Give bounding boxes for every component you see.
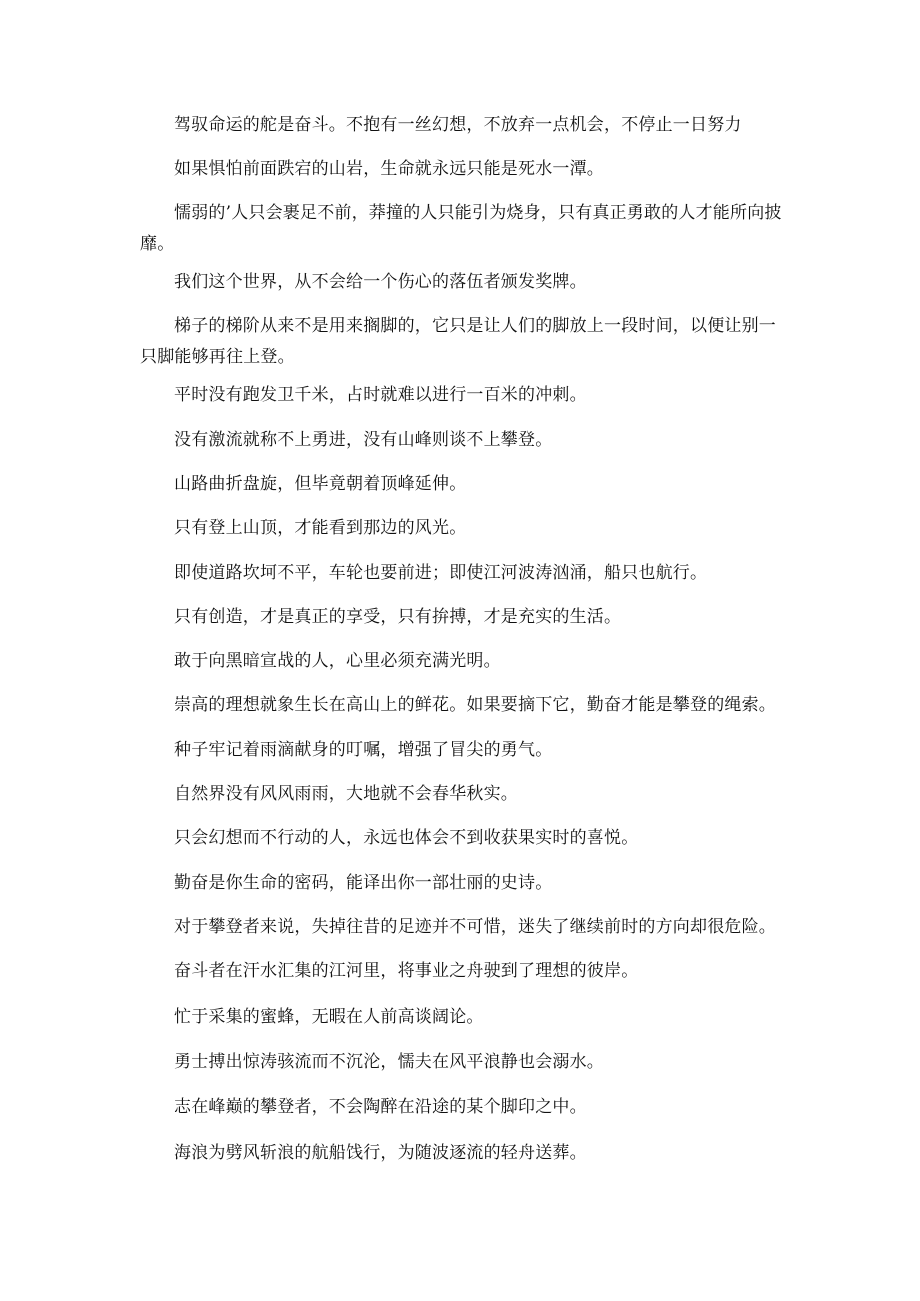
paragraph-23: 海浪为劈风斩浪的航船饯行，为随波逐流的轻舟送葬。: [174, 1143, 587, 1163]
paragraph-17: 勤奋是你生命的密码，能译出你一部壮丽的史诗。: [174, 873, 553, 893]
paragraph-6: 平时没有跑发卫千米，占时就难以进行一百米的冲刺。: [174, 385, 587, 405]
paragraph-20: 忙于采集的蜜蜂，无暇在人前高谈阔论。: [174, 1007, 484, 1027]
paragraph-18: 对于攀登者来说，失掉往昔的足迹并不可惜，迷失了继续前时的方向却很危险。: [174, 917, 776, 937]
paragraph-10: 即使道路坎坷不平，车轮也要前进；即使江河波涛汹涌，船只也航行。: [174, 563, 708, 583]
paragraph-22: 志在峰巅的攀登者，不会陶醉在沿途的某个脚印之中。: [174, 1097, 587, 1117]
paragraph-8: 山路曲折盘旋，但毕竟朝着顶峰延伸。: [174, 474, 467, 494]
paragraph-14: 种子牢记着雨滴献身的叮嘱，增强了冒尖的勇气。: [174, 740, 553, 760]
paragraph-3: 懦弱的’人只会裹足不前，莽撞的人只能引为烧身，只有真正勇敢的人才能所向披靡。: [140, 203, 782, 254]
paragraph-9: 只有登上山顶，才能看到那边的风光。: [174, 518, 467, 538]
paragraph-2: 如果惧怕前面跌宕的山岩，生命就永远只能是死水一潭。: [174, 159, 604, 179]
paragraph-12: 敢于向黑暗宣战的人，心里必须充满光明。: [174, 651, 501, 671]
paragraph-15: 自然界没有风风雨雨，大地就不会春华秋实。: [174, 784, 518, 804]
paragraph-21: 勇士搏出惊涛骇流而不沉沦，懦夫在风平浪静也会溺水。: [174, 1052, 604, 1072]
paragraph-11: 只有创造，才是真正的享受，只有拚搏，才是充实的生活。: [174, 607, 622, 627]
paragraph-13: 崇高的理想就象生长在高山上的鲜花。如果要摘下它，勤奋才能是攀登的绳索。: [174, 695, 776, 715]
paragraph-19: 奋斗者在汗水汇集的江河里，将事业之舟驶到了理想的彼岸。: [174, 961, 639, 981]
paragraph-5: 梯子的梯阶从来不是用来搁脚的，它只是让人们的脚放上一段时间，以便让别一只脚能够再往上登。: [140, 316, 776, 367]
paragraph-1: 驾驭命运的舵是奋斗。不抱有一丝幻想，不放弃一点机会，不停止一日努力: [174, 115, 742, 135]
paragraph-7: 没有激流就称不上勇进，没有山峰则谈不上攀登。: [174, 430, 553, 450]
paragraph-16: 只会幻想而不行动的人，永远也体会不到收获果实时的喜悦。: [174, 828, 639, 848]
paragraph-4: 我们这个世界，从不会给一个伤心的落伍者颁发奖牌。: [174, 272, 587, 292]
